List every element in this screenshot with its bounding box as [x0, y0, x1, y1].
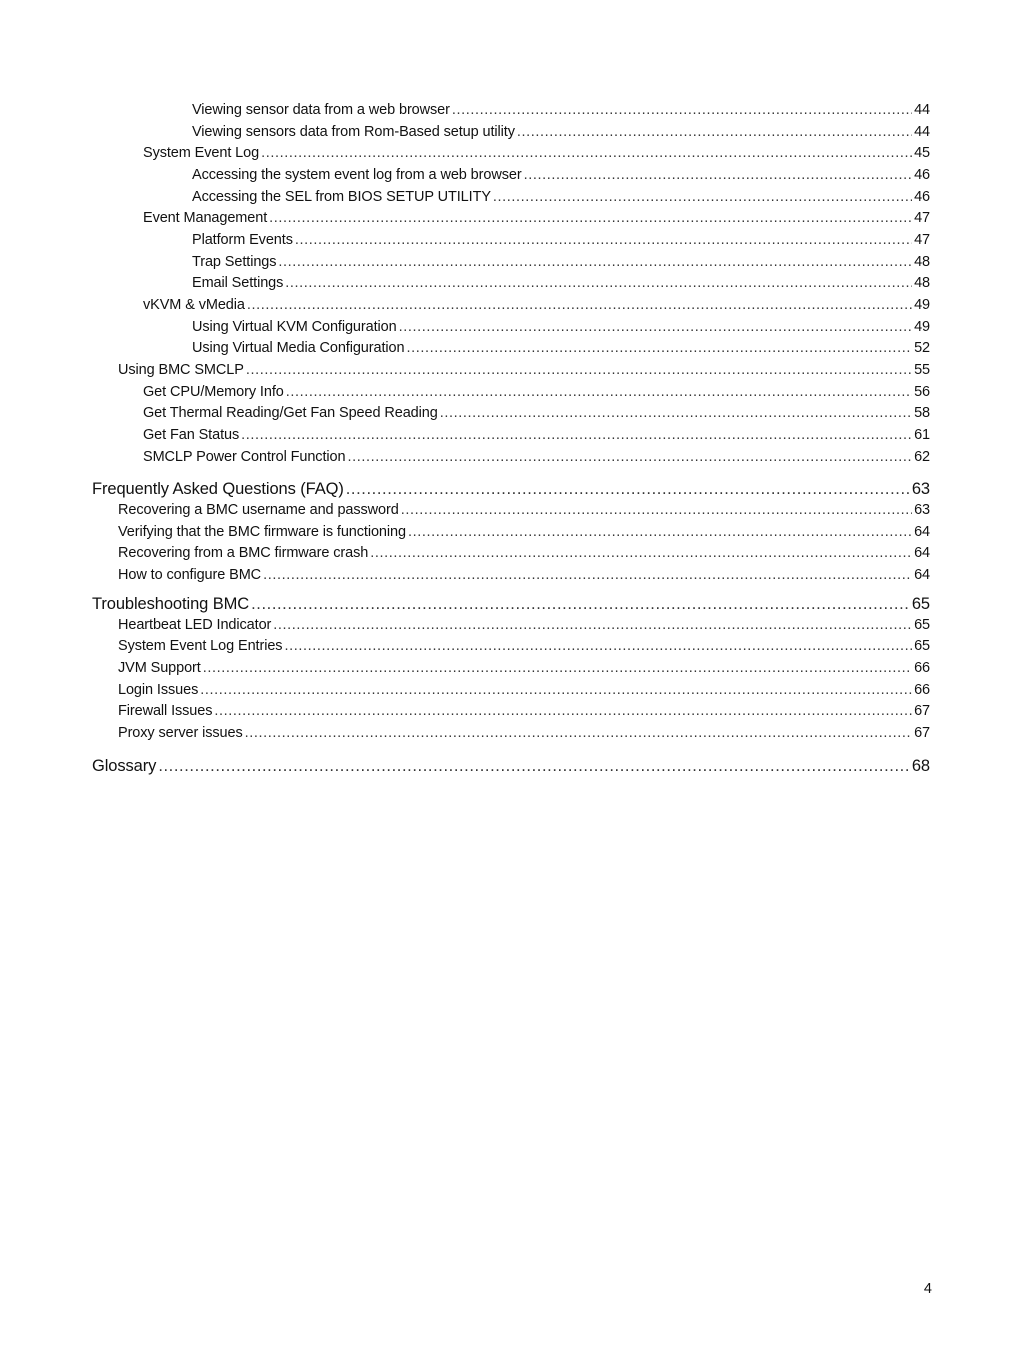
toc-dot-leader: [273, 615, 912, 637]
toc-entry-page: 62: [914, 448, 930, 465]
toc-entry-page: 61: [914, 426, 930, 443]
toc-entry-page: 56: [914, 383, 930, 400]
toc-entry-title: Trap Settings: [192, 253, 277, 270]
toc-entry-title: Glossary: [92, 756, 157, 775]
toc-entry-title: System Event Log: [143, 145, 260, 162]
toc-entry[interactable]: [92, 230, 930, 252]
toc-entry-page: 67: [914, 725, 930, 742]
toc-dot-leader: [263, 565, 912, 587]
toc-entry-title: Accessing the system event log from a web browser: [192, 166, 522, 183]
toc-entry-title: Recovering a BMC username and password: [118, 502, 399, 519]
toc-dot-leader: [295, 230, 912, 252]
toc-entry-page: 65: [914, 616, 930, 633]
toc-entry-page: 68: [911, 756, 930, 775]
toc-entry[interactable]: [92, 122, 930, 144]
toc-entry-title: Get Fan Status: [143, 426, 240, 443]
toc-dot-leader: [370, 543, 912, 565]
toc-entry-page: 47: [914, 231, 930, 248]
toc-entry-page: 48: [914, 253, 930, 270]
toc-entry-title: Platform Events: [192, 231, 293, 248]
toc-entry[interactable]: [92, 100, 930, 122]
toc-entry-page: 49: [914, 296, 930, 313]
toc-entry-page: 44: [914, 123, 930, 140]
toc-entry[interactable]: [92, 615, 930, 637]
toc-chapter-entry[interactable]: [92, 755, 930, 777]
toc-entry-title: Event Management: [143, 210, 268, 227]
toc-entry-page: 67: [914, 703, 930, 720]
toc-entry-page: 64: [914, 523, 930, 540]
toc-entry-page: 63: [914, 502, 930, 519]
toc-entry-title: System Event Log Entries: [118, 638, 283, 655]
toc-dot-leader: [200, 680, 912, 702]
toc-entry-title: Using Virtual Media Configuration: [192, 340, 405, 357]
toc-dot-leader: [158, 755, 910, 777]
toc-entry-page: 63: [911, 480, 930, 499]
toc-dot-leader: [347, 447, 912, 469]
toc-entry-title: Get CPU/Memory Info: [143, 383, 284, 400]
toc-entry-page: 66: [914, 681, 930, 698]
toc-entry[interactable]: [92, 522, 930, 544]
toc-entry-title: Firewall Issues: [118, 703, 213, 720]
toc-dot-leader: [286, 382, 912, 404]
toc-dot-leader: [278, 252, 912, 274]
toc-dot-leader: [524, 165, 913, 187]
toc-entry-title: Using Virtual KVM Configuration: [192, 318, 397, 335]
toc-entry[interactable]: [92, 165, 930, 187]
toc-entry[interactable]: [92, 425, 930, 447]
toc-dot-leader: [269, 208, 912, 230]
toc-entry-title: Login Issues: [118, 681, 199, 698]
toc-entry[interactable]: [92, 500, 930, 522]
toc-entry[interactable]: [92, 723, 930, 745]
toc-dot-leader: [245, 723, 912, 745]
toc-dot-leader: [241, 425, 912, 447]
toc-entry-page: 47: [914, 210, 930, 227]
toc-entry[interactable]: [92, 658, 930, 680]
toc-entry-page: 64: [914, 567, 930, 584]
toc-entry-page: 46: [914, 188, 930, 205]
toc-entry[interactable]: [92, 317, 930, 339]
toc-entry-title: Viewing sensor data from a web browser: [192, 102, 450, 118]
toc-entry[interactable]: [92, 447, 930, 469]
toc-entry-page: 46: [914, 166, 930, 183]
toc-entry-title: Viewing sensors data from Rom-Based setup utility: [192, 123, 515, 140]
toc-entry-page: 55: [914, 361, 930, 378]
toc-dot-leader: [246, 360, 912, 382]
toc-entry-page: 49: [914, 318, 930, 335]
toc-chapter-entry[interactable]: [92, 593, 930, 615]
toc-entry[interactable]: [92, 252, 930, 274]
toc-entry-page: 66: [914, 660, 930, 677]
toc-entry[interactable]: [92, 403, 930, 425]
toc-dot-leader: [408, 522, 912, 544]
toc-entry[interactable]: [92, 543, 930, 565]
toc-entry-title: How to configure BMC: [118, 567, 262, 584]
toc-entry-title: Verifying that the BMC firmware is functioning: [118, 523, 406, 540]
toc-entry-title: Troubleshooting BMC: [92, 594, 250, 613]
toc-entry-page: 65: [911, 594, 930, 613]
toc-dot-leader: [285, 273, 912, 295]
toc-entry-title: Frequently Asked Questions (FAQ): [92, 480, 344, 499]
toc-entry[interactable]: [92, 273, 930, 295]
toc-entry-page: 52: [914, 340, 930, 357]
toc-dot-leader: [346, 478, 910, 500]
toc-entry-page: 65: [914, 638, 930, 655]
toc-entry-title: Using BMC SMCLP: [118, 361, 244, 378]
toc-entry-page: 44: [914, 102, 930, 118]
toc-entry[interactable]: [92, 701, 930, 723]
table-of-contents: [92, 100, 930, 777]
toc-dot-leader: [284, 636, 912, 658]
toc-entry-title: JVM Support: [118, 660, 201, 677]
toc-entry-title: Heartbeat LED Indicator: [118, 616, 272, 633]
toc-entry-page: 58: [914, 405, 930, 422]
toc-dot-leader: [493, 187, 912, 209]
toc-entry[interactable]: [92, 187, 930, 209]
toc-entry[interactable]: [92, 338, 930, 360]
toc-dot-leader: [247, 295, 912, 317]
toc-entry-title: Get Thermal Reading/Get Fan Speed Reading: [143, 405, 438, 422]
toc-entry-title: Accessing the SEL from BIOS SETUP UTILITY: [192, 188, 491, 205]
toc-entry-title: Proxy server issues: [118, 725, 243, 742]
toc-entry[interactable]: [92, 360, 930, 382]
toc-dot-leader: [261, 143, 912, 165]
toc-entry[interactable]: [92, 143, 930, 165]
toc-dot-leader: [406, 338, 912, 360]
page-number: 4: [923, 1281, 932, 1297]
toc-dot-leader: [203, 658, 912, 680]
toc-entry-title: Email Settings: [192, 275, 284, 292]
toc-entry-page: 64: [914, 545, 930, 562]
toc-entry[interactable]: [92, 208, 930, 230]
toc-entry[interactable]: [92, 680, 930, 702]
toc-dot-leader: [399, 317, 912, 339]
toc-dot-leader: [452, 100, 912, 122]
toc-dot-leader: [401, 500, 912, 522]
toc-entry-page: 48: [914, 275, 930, 292]
toc-entry-title: Recovering from a BMC firmware crash: [118, 545, 369, 562]
toc-entry-title: vKVM & vMedia: [143, 296, 245, 313]
toc-dot-leader: [214, 701, 912, 723]
toc-entry[interactable]: [92, 382, 930, 404]
toc-dot-leader: [440, 403, 912, 425]
toc-dot-leader: [517, 122, 912, 144]
toc-chapter-entry[interactable]: [92, 478, 930, 500]
toc-dot-leader: [251, 593, 910, 615]
toc-entry-page: 45: [914, 145, 930, 162]
toc-entry[interactable]: [92, 295, 930, 317]
toc-entry[interactable]: [92, 565, 930, 587]
toc-entry-title: SMCLP Power Control Function: [143, 448, 346, 465]
toc-entry[interactable]: [92, 636, 930, 658]
